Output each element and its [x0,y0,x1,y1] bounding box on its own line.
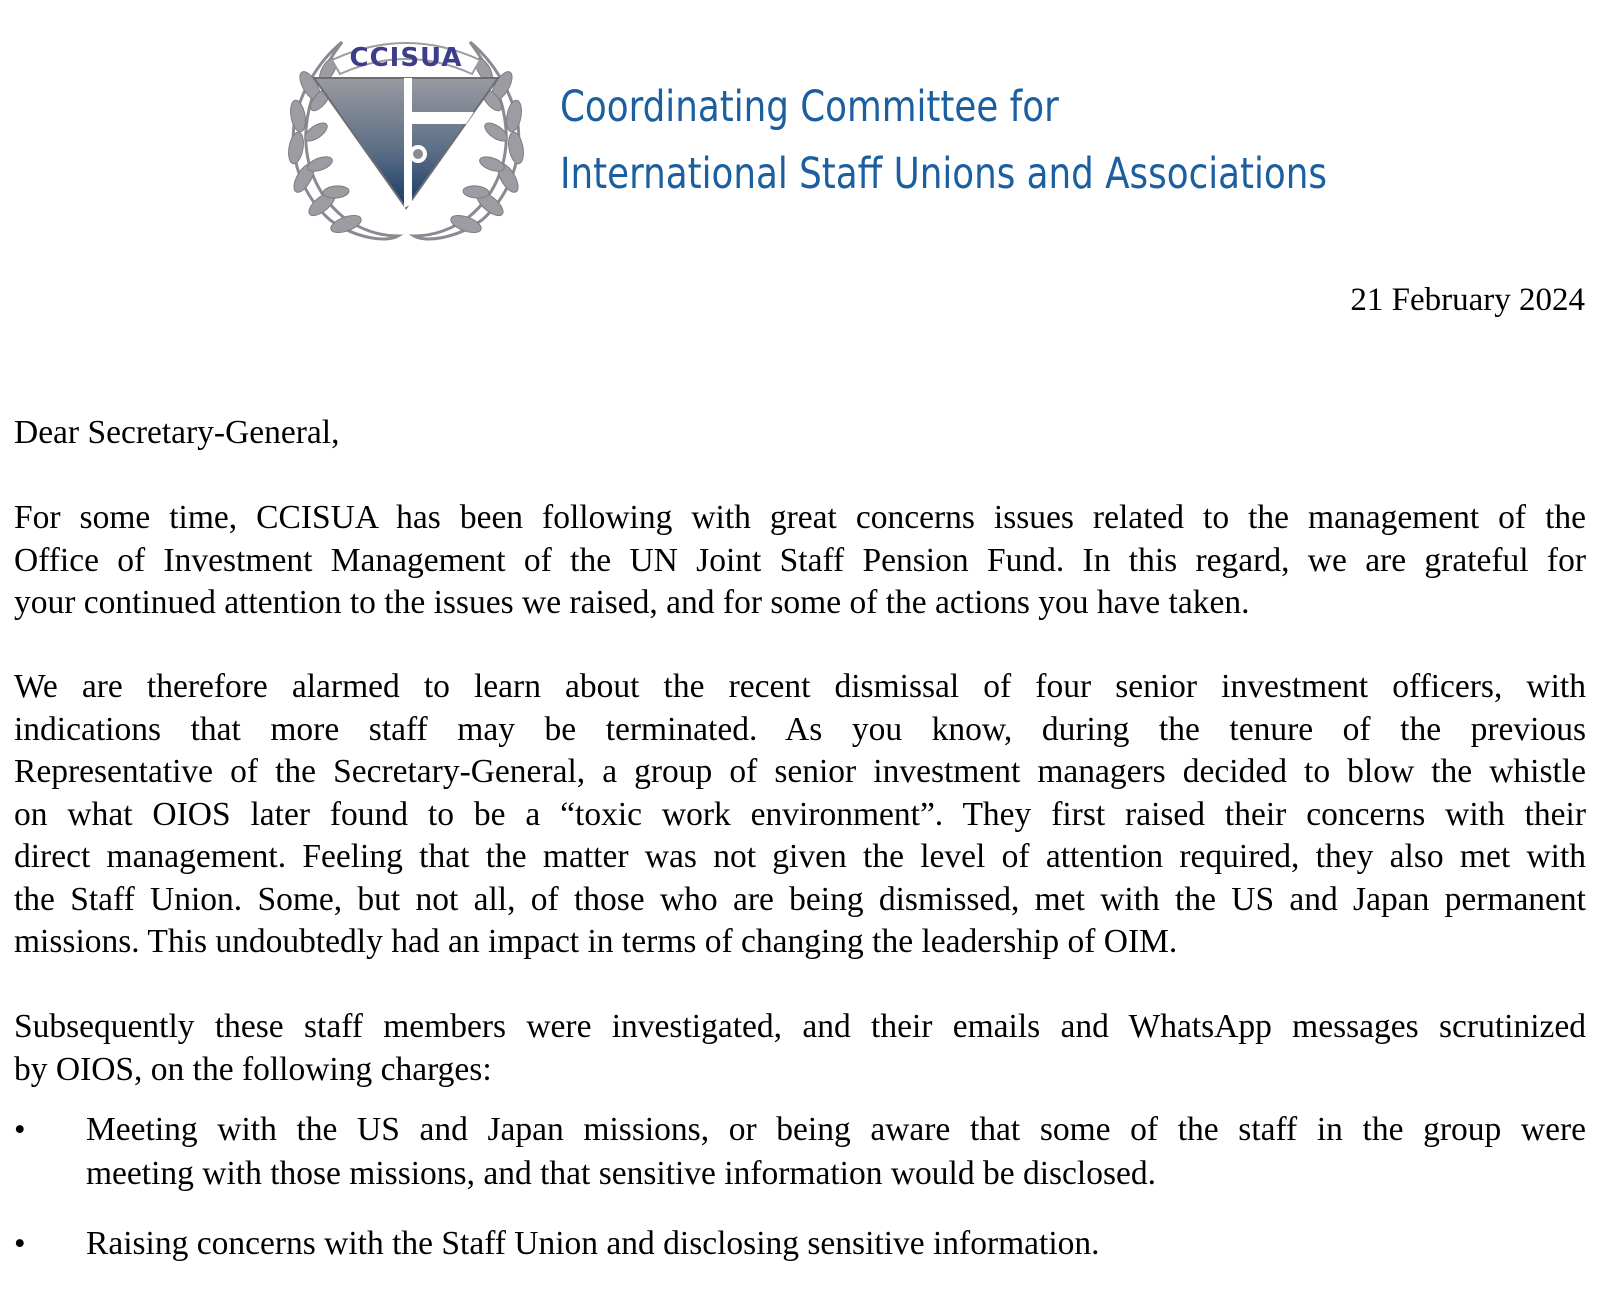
paragraph-1 [14,497,1586,625]
paragraph-line: We are therefore alarmed to learn about the recent dismissal of four senior investment officers, with [14,668,1586,705]
paragraph-line: direct management. Feeling that the matter was not given the level of attention required, they also met with [14,838,1586,875]
paragraph-line: Subsequently these staff members were investigated, and their emails and WhatsApp messages scrutinized [14,1008,1586,1045]
organization-name [560,74,1327,208]
salutation: Dear Secretary-General, [14,414,340,451]
paragraph-line: For some time, CCISUA has been following with great concerns issues related to the management of the [14,499,1586,536]
bullet-text [86,1108,1586,1196]
paragraph-line: by OIOS, on the following charges: [14,1050,492,1088]
letter-date: 21 February 2024 [1350,282,1585,318]
paragraph-line: Office of Investment Management of the UN Joint Staff Pension Fund. In this regard, we are grateful for [14,541,1586,579]
paragraph-line: your continued attention to the issues we raised, and for some of the actions you have taken. [14,584,1250,621]
logo-text: CCISUA [349,43,463,73]
bullet-marker: • [14,1112,26,1148]
ccisua-logo [280,30,532,244]
paragraph-line: Representative of the Secretary-General, a group of senior investment managers decided to blow the whistle [14,753,1586,790]
paragraph-line: missions. This undoubtedly had an impact in terms of changing the leadership of OIM. [14,923,1178,960]
paragraph-3 [14,1006,1586,1091]
paragraph-line: on what OIOS later found to be a “toxic work environment”. They first raised their concerns with their [14,795,1586,833]
bullet-line: Meeting with the US and Japan missions, or being aware that some of the staff in the group were [86,1111,1586,1148]
org-name-line2: International Staff Unions and Associations [560,149,1327,199]
bullet-marker: • [14,1226,26,1262]
paragraph-line: indications that more staff may be terminated. As you know, during the tenure of the previous [14,710,1586,748]
bullet-line: Raising concerns with the Staff Union and disclosing sensitive information. [86,1225,1100,1262]
paragraph-2 [14,666,1586,964]
org-name-line1: Coordinating Committee for [560,82,1059,132]
bullet-line: meeting with those missions, and that sensitive information would be disclosed. [86,1155,1157,1192]
bullet-text [86,1222,1586,1266]
paragraph-line: the Staff Union. Some, but not all, of those who are being dismissed, met with the US and Japan permanent [14,880,1586,918]
